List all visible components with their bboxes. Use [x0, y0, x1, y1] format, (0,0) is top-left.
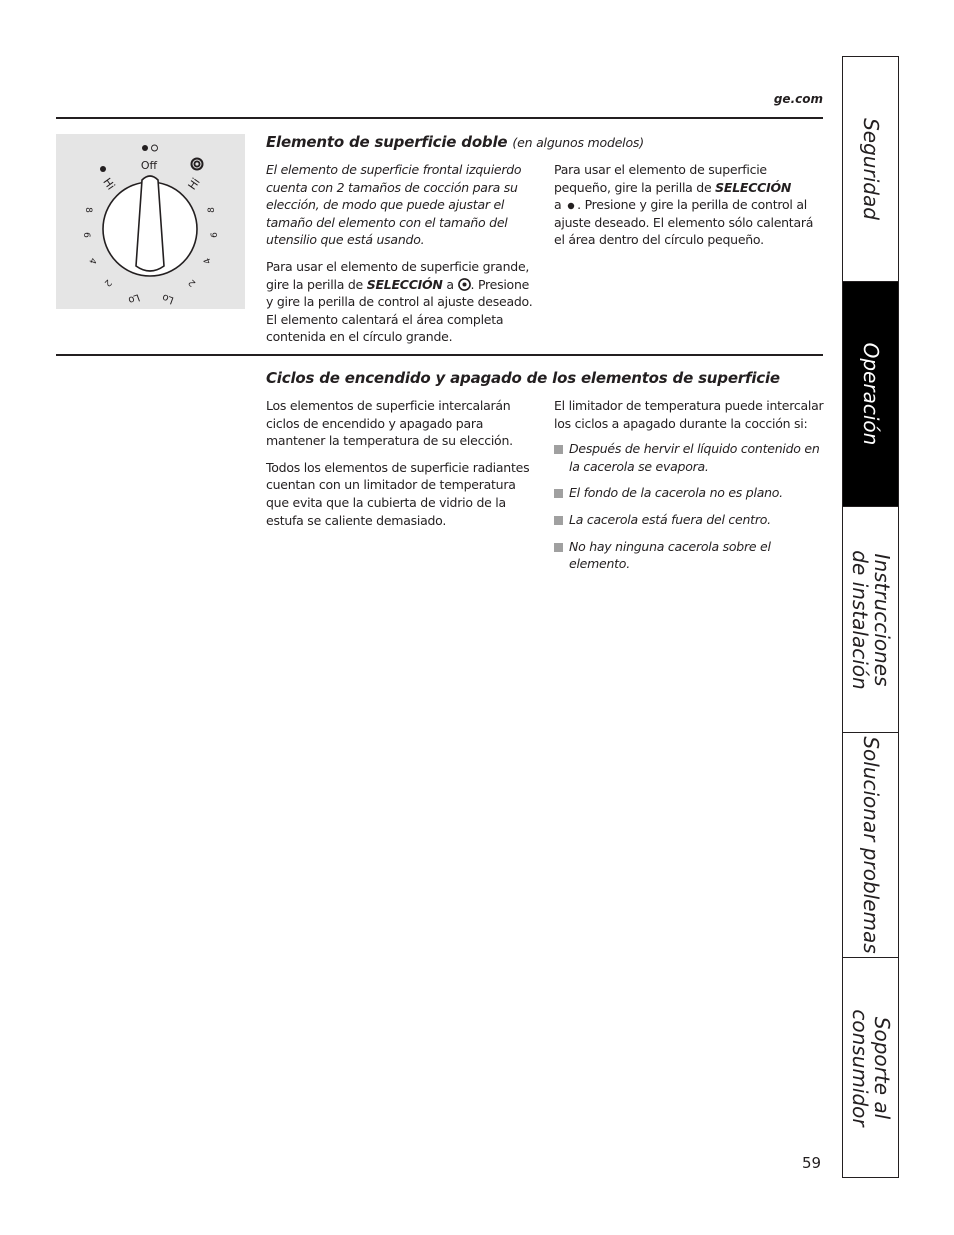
dual-element-intro: El elemento de superficie frontal izquierdo cuenta con 2 tamaños de cocción para su elección, de modo que puede ajustar el tamaño del elemento con el tamaño del utensilio que está usando. — [266, 162, 522, 248]
knob-tick-label: 8 — [207, 207, 217, 213]
large-element-symbol-icon — [458, 278, 471, 291]
bullet-square-icon — [554, 445, 563, 454]
small-element-dot-icon — [100, 166, 106, 172]
list-item: No hay ninguna cacerola sobre el elemento. — [554, 538, 824, 573]
section-title-cycling: Ciclos de encendido y apagado de los elementos de superficie — [266, 369, 780, 387]
page-number: 59 — [802, 1154, 822, 1172]
limiter-paragraph: Todos los elementos de superficie radiantes cuentan con un limitador de temperatura que evita que la cubierta de vidrio de la estufa se caliente demasiado. — [266, 459, 530, 528]
section-tabs-sidebar — [842, 56, 899, 1178]
section1-left-column — [266, 161, 536, 346]
bullet-square-icon — [554, 516, 563, 525]
tab-seguridad[interactable]: Seguridad — [843, 57, 898, 282]
knob-off-label: Off — [140, 159, 158, 172]
section1-right-column — [554, 161, 824, 249]
list-item: Después de hervir el líquido contenido en la cacerola se evapora. — [554, 440, 824, 475]
bullet-square-icon — [554, 543, 563, 552]
section-divider — [56, 354, 823, 356]
section2-left-column — [266, 397, 536, 529]
limiter-intro: El limitador de temperatura puede intercalar los ciclos a apagado durante la cocción si: — [554, 398, 824, 431]
knob-tick-label: 6 — [210, 232, 220, 238]
small-element-symbol-icon — [565, 199, 577, 211]
section-title-dual-element: Elemento de superficie doble (en algunos modelos) — [266, 133, 644, 151]
tab-solucionar-problemas[interactable]: Solucionar problemas — [843, 733, 898, 958]
list-item: El fondo de la cacerola no es plano. — [554, 484, 824, 502]
bullet-square-icon — [554, 489, 563, 498]
small-element-dot-icon — [142, 145, 148, 151]
tab-instrucciones-instalacion[interactable]: Instrucciones de instalación — [843, 507, 898, 733]
knob-hi-right-label: Hi — [185, 175, 203, 193]
knob-lo-left-label: Lo — [126, 291, 142, 306]
knob-hi-left-label: Hi — [100, 175, 118, 193]
small-element-instructions: Para usar el elemento de superficie pequeño, gire la perilla de SELECCIÓN a . Presione y gire la perilla de control al ajuste deseado. El elemento sólo calentará el área dentro del círculo pequeño. — [554, 162, 814, 248]
limiter-conditions-list — [554, 440, 824, 573]
top-rule — [56, 117, 823, 119]
large-element-ring-icon — [152, 145, 158, 151]
section2-right-column — [554, 397, 824, 582]
site-url: ge.com — [773, 92, 823, 106]
tab-operacion[interactable]: Operación — [843, 282, 898, 507]
knob-tick-label: 6 — [81, 232, 91, 238]
knob-tick-label: 2 — [187, 276, 199, 288]
knob-lo-right-label: Lo — [160, 291, 176, 306]
knob-tick-label: 8 — [83, 207, 93, 213]
knob-tick-label: 2 — [101, 276, 113, 288]
knob-tick-label: 4 — [86, 256, 98, 266]
cycling-paragraph: Los elementos de superficie intercalarán ciclos de encendido y apagado para mantener la temperatura de su elección. — [266, 398, 513, 449]
knob-illustration — [56, 134, 245, 309]
tab-soporte-consumidor[interactable]: Soporte al consumidor — [847, 1008, 894, 1127]
list-item: La cacerola está fuera del centro. — [554, 511, 824, 529]
large-element-instructions: Para usar el elemento de superficie grande, gire la perilla de SELECCIÓN a . Presione y gire la perilla de control al ajuste deseado. El elemento calentará el área completa contenida en el círculo grande. — [266, 258, 533, 345]
knob-tick-label: 4 — [202, 256, 214, 266]
